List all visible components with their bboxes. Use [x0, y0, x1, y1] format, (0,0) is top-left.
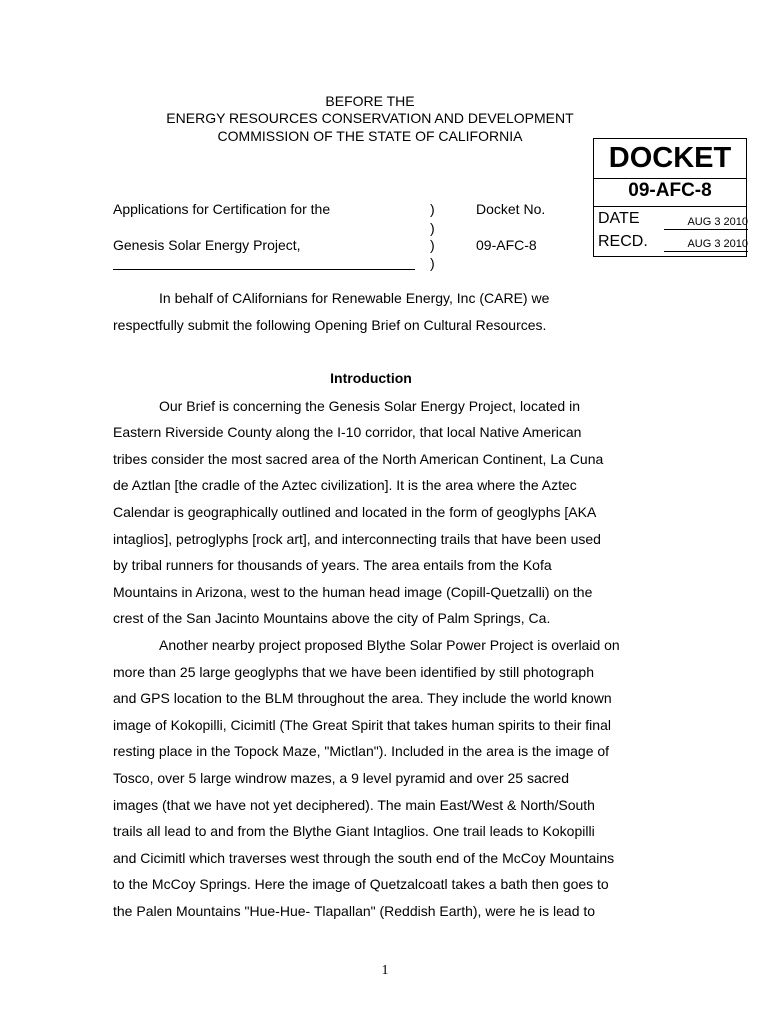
caption-paren: )	[430, 220, 435, 236]
page-number: 1	[381, 963, 389, 978]
heading-state: COMMISSION OF THE STATE OF CALIFORNIA	[217, 128, 523, 144]
intro-line: Mountains in Arizona, west to the human head image (Copill-Quetzalli) on the	[113, 584, 593, 600]
intro-line: and Cicimitl which traverses west through the south end of the McCoy Mountains	[113, 850, 615, 866]
docket-stamp-title: DOCKET	[608, 142, 732, 174]
docket-stamp-date-value: AUG 3 2010	[664, 215, 748, 230]
caption-docket-label: Docket No.	[476, 201, 546, 217]
docket-stamp-number: 09-AFC-8	[628, 180, 712, 201]
intro-line: de Aztlan [the cradle of the Aztec civilization]. It is the area where the Aztec	[113, 477, 577, 493]
intro-line: tribes consider the most sacred area of the North American Continent, La Cuna	[113, 451, 604, 467]
docket-stamp-date-label: DATE	[598, 210, 640, 227]
intro-line: Calendar is geographically outlined and located in the form of geoglyphs [AKA	[113, 504, 597, 520]
caption-paren: )	[430, 255, 435, 271]
caption-paren: )	[430, 201, 435, 217]
intro-line: and GPS location to the BLM throughout the area. They include the world known	[113, 690, 612, 706]
intro-line: the Palen Mountains "Hue-Hue- Tlapallan" (Reddish Earth), were he is lead to	[113, 903, 596, 919]
caption-application-line-1: Applications for Certification for the	[113, 201, 331, 217]
intro-line: resting place in the Topock Maze, "Mictlan"). Included in the area is the image of	[113, 743, 610, 759]
heading-commission-name: ENERGY RESOURCES CONSERVATION AND DEVELOPMENT	[166, 110, 574, 126]
intro-line: trails all lead to and from the Blythe Giant Intaglios. One trail leads to Kokopilli	[113, 823, 595, 839]
section-heading-introduction: Introduction	[330, 370, 412, 386]
docket-stamp-divider	[594, 206, 746, 207]
heading-before-the: BEFORE THE	[325, 93, 415, 109]
intro-line: by tribal runners for thousands of years. The area entails from the Kofa	[113, 557, 552, 573]
intro-line: to the McCoy Springs. Here the image of Quetzalcoatl takes a bath then goes to	[113, 876, 609, 892]
intro-line: image of Kokopilli, Cicimitl (The Great Spirit that takes human spirits to their final	[113, 717, 611, 733]
opening-line-2: respectfully submit the following Opening Brief on Cultural Resources.	[113, 317, 547, 333]
caption-docket-number: 09-AFC-8	[476, 237, 537, 253]
intro-line: more than 25 large geoglyphs that we have been identified by still photograph	[113, 664, 594, 680]
intro-line: Our Brief is concerning the Genesis Solar Energy Project, located in	[159, 398, 580, 414]
intro-line: Eastern Riverside County along the I-10 corridor, that local Native American	[113, 424, 582, 440]
docket-stamp	[593, 138, 747, 257]
caption-underline	[113, 269, 415, 270]
intro-line: Tosco, over 5 large windrow mazes, a 9 level pyramid and over 25 sacred	[113, 770, 569, 786]
opening-line-1: In behalf of CAlifornians for Renewable Energy, Inc (CARE) we	[159, 290, 550, 306]
caption-application-line-2: Genesis Solar Energy Project,	[113, 237, 301, 253]
docket-stamp-recd-label: RECD.	[598, 233, 648, 250]
caption-paren: )	[430, 237, 435, 253]
docket-stamp-recd-value: AUG 3 2010	[664, 237, 748, 252]
intro-line: Another nearby project proposed Blythe Solar Power Project is overlaid on	[159, 637, 620, 653]
intro-line: crest of the San Jacinto Mountains above the city of Palm Springs, Ca.	[113, 610, 551, 626]
intro-line: intaglios], petroglyphs [rock art], and interconnecting trails that have been used	[113, 531, 601, 547]
intro-line: images (that we have not yet deciphered). The main East/West & North/South	[113, 797, 595, 813]
